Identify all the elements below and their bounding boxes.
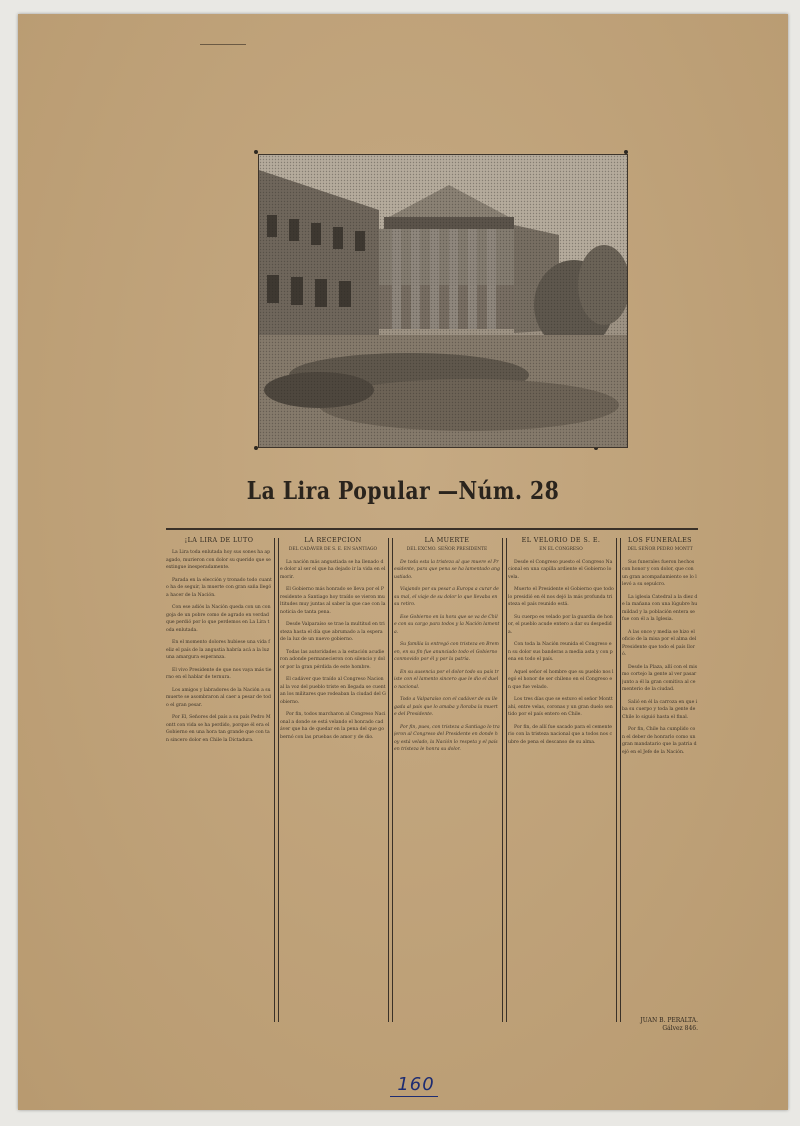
stanza: Salió en él la carroza en que iba su cuerpo y toda la gente de Chile lo siguió hasta el final. (622, 699, 698, 720)
column-1 (166, 536, 272, 1022)
stanza: Aquel señor el hombre que su pueblo nos legó el honor de ser chileno en el Congreso en que fue velado. (508, 669, 614, 690)
column-divider (388, 538, 393, 1022)
column-4 (508, 536, 614, 1022)
column-heading: LA RECEPCION (304, 536, 362, 544)
stanza: El Gobierno más honrado se lleva por el Presidente a Santiago hoy traído se vieron multitudes muy juntas al saber la que cae con la noticia de tanta pena. (280, 587, 386, 615)
stanza: Los amigos y labradores de la Nación a su muerte se asombraron al caer a pesar de todo el gran pesar. (166, 687, 271, 708)
stanza: Desde la Plaza, allí con el mismo cortejo la gente al ver pasar junto a él la gran comitiva al cementerio de la ciudad. (622, 664, 698, 692)
stanza: La Lira toda enlutada hoy sus sones ha apagado, murieron con dolor su querido que se extingue inesperadamente. (166, 550, 271, 570)
stanza: En el momento dolores hubiese una vida feliz el país de la angustia habría acá a la luz una amargura esperanza. (166, 640, 270, 660)
text-columns (166, 528, 698, 1022)
column-5 (622, 536, 698, 1022)
stanza: Los tres días que se estuvo el señor Montt ahí, entre velas, coronas y un gran duelo sentido por el país entero en Chile. (508, 697, 613, 717)
column-heading: ¡LA LIRA DE LUTO (184, 536, 254, 544)
stanza: Con toda la Nación reunida el Congreso en su dolor sus banderas a media asta y con pena en todo el país. (508, 642, 613, 662)
stanza: Parada en la elección y tronado todo cuanto ha de seguir, la muerte con gran saña llegó a hacer de la Nación. (166, 577, 272, 598)
stanza: El vivo Presidente de que nos vaya más tierno en el hablar de ternura. (166, 667, 272, 680)
stanza: A las once y media se hizo el oficio de la misa por el alma del Presidente que todo el país lloró. (622, 629, 697, 657)
stanza: Viajando por su pesar a Europa a curar de su mal, el viaje de su dolor lo que llevaba en su retiro. (394, 587, 499, 607)
folio-number: 160 (397, 1074, 435, 1095)
stanza: Ese Gobierno en la hora que se va de Chile con su cargo para todos y la Nación lamenta. (394, 614, 500, 635)
column-subheading: DEL SEÑOR PEDRO MONTT (627, 547, 693, 552)
folio-underline (390, 1096, 438, 1097)
author-name: JUAN B. PERALTA. (640, 1017, 698, 1024)
stanza: En su ausencia por el dolor todo su país triste con el lamento sincero que le dio el duelo nacional. (394, 669, 499, 690)
stanza: De toda esta la tristeza al que muere el Presidente, para que pena se ha lamentado angustiado. (394, 559, 500, 580)
column-2 (280, 536, 386, 1022)
stanza: Con ese adiós la Nación queda con un congoja de un pobre como de agrado en verdad que perdió por lo que perdemos en La Lira toda enlutada. (166, 605, 271, 633)
column-divider (274, 538, 279, 1022)
column-divider (502, 538, 507, 1022)
stanza: La iglesia Catedral a la diez de la mañana con una lúgubre humildad y la población entera se fue con él a la Iglesia. (622, 594, 698, 622)
stanza: Por fin, todos marcharon al Congreso Nacional a donde se está velando el honrado cadáver que ha de quedar en la pena del que gobernó con las pruebas de amor y de dio. (280, 712, 386, 740)
stanza: Por fin, pues, con tristeza a Santiago lo trajeron al Congreso del Presidente en donde hoy está velado, la Nación lo respeta y el país en tristeza le honra su dolor. (394, 724, 500, 752)
column-subheading: DEL CADÁVER DE S. E. EN SANTIAGO (288, 547, 378, 552)
stanza: Su familia la entregó con tristeza en Bremen, en su fin fue anunciado todo el Gobierno conmovido por él y por la patria. (394, 642, 499, 662)
page-title: La Lira Popular —Núm. 28 (246, 476, 560, 505)
stanza: La nación más angustiada se ha llenado de dolor al ser el que ha dejado ir la vida en el morir. (280, 559, 386, 580)
column-heading: LA MUERTE (424, 536, 470, 544)
column-heading: LOS FUNERALES (628, 536, 692, 544)
column-heading: EL VELORIO DE S. E. (521, 536, 601, 544)
stanza: Por El, Señores del país a su país Pedro Montt con vida se ha perdido, porque él era el Gobierno en una hora tan grande que con tan sincero dolor en Chile la Dictadura. (166, 715, 271, 743)
stanza: Desde el Congreso puesto el Congreso Nacional en una capilla ardiente el Gobierno lo vela. (508, 559, 613, 580)
stanza: Todas las autoridades a la estación acudieron adonde permanecieron con silencio y dolor por la gran pérdida de este hombre. (280, 649, 385, 670)
stanza: El cadáver que traído al Congreso Nacional la voz del pueblo triste en llegada se cuentan los militares que rodeaban la ciudad del Gobierno. (280, 677, 386, 705)
building-photo-illustration (259, 155, 627, 447)
stanza: Muerto el Presidente el Gobierno que todo lo presidió en él nos dejó la más profunda tristeza el país reunido está. (508, 587, 614, 607)
stanza: Por fin, Chile ha cumplido con el deber de honrarlo como un gran mandatario que la patria dejó en el Jefe de la Nación. (622, 727, 697, 755)
author-address: Gálvez 846. (662, 1025, 698, 1032)
column-subheading: EN EL CONGRESO (539, 547, 583, 552)
stanza: Todo a Valparaíso con el cadáver de su llegada al país que lo amaba y lloraba la muerte del Presidente. (394, 697, 498, 717)
building-photo (258, 154, 628, 448)
stanza: Desde Valparaíso se trae la multitud en tristeza hasta el día que abrumado a la espera de la luz de un nuevo gobierno. (280, 622, 385, 642)
column-subheading: DEL EXCMO. SEÑOR PRESIDENTE (406, 547, 488, 552)
top-rule (200, 44, 246, 45)
paper-sheet (18, 14, 788, 1110)
column-3 (394, 536, 500, 1022)
stanza: Su cuerpo es velado por la guardia de honor, el pueblo acude entero a dar su despedida. (508, 614, 613, 635)
stanza: Sus funerales fueron hechos con honor y con dolor, que con un gran acompañamiento se lo llevó a su sepulcro. (622, 559, 697, 587)
author-signature (598, 1017, 698, 1033)
stanza: Por fin, de allí fue sacado para el cementerio con la tristeza nacional que a todos nos cubre de pena el descanso de su alma. (508, 724, 613, 745)
column-divider (616, 538, 621, 1022)
